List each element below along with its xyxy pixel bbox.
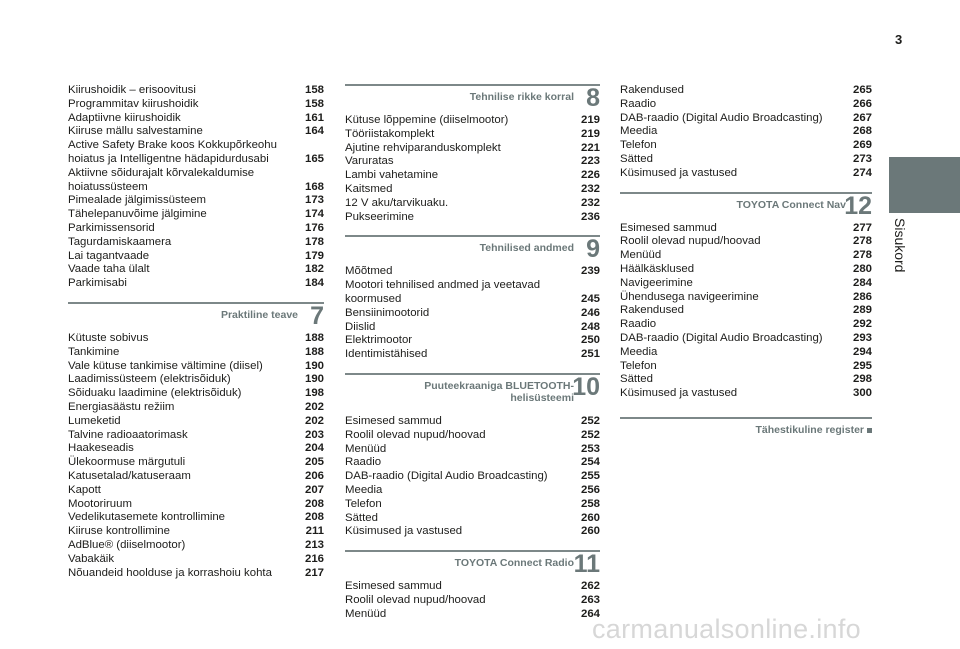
toc-entry[interactable] [345, 525, 600, 539]
toc-entry-page: 190 [304, 373, 324, 386]
section-title: Tehnilise rikke korral [469, 91, 574, 103]
watermark: carmanualsonline.info [592, 614, 861, 644]
toc-entry-page: 216 [304, 552, 324, 565]
toc-entry[interactable] [620, 84, 872, 98]
toc-entry-page: 248 [580, 320, 600, 333]
toc-entry-page: 284 [852, 276, 872, 289]
toc-entry-page: 298 [852, 373, 872, 386]
toc-entry-title: Kaitsmed [345, 182, 393, 195]
toc-entry-title: Elektrimootor [345, 334, 413, 347]
toc-entry-title: Lai tagantvaade [68, 249, 150, 262]
toc-entry-title: Esimesed sammud [620, 221, 717, 234]
side-label [878, 218, 932, 288]
toc-entry-page: 226 [580, 169, 600, 182]
toc-entry-page: 265 [852, 84, 872, 96]
toc-entry-title: Küsimused ja vastused [345, 525, 463, 538]
toc-entry-page: 269 [852, 139, 872, 152]
toc-entry-page: 190 [304, 359, 324, 372]
toc-entry-page: 251 [580, 348, 600, 361]
section-number: 12 [844, 191, 872, 220]
toc-entry-title: Haakeseadis [68, 442, 134, 455]
toc-entry-page: 173 [304, 194, 324, 207]
toc-entry[interactable] [68, 194, 324, 208]
toc-entry[interactable] [68, 332, 324, 346]
toc-entry[interactable] [620, 332, 872, 346]
toc-entry-page: 206 [304, 469, 324, 482]
toc-entry[interactable] [345, 211, 600, 225]
toc-entry-page: 232 [580, 182, 600, 195]
toc-entry-page: 219 [580, 127, 600, 140]
toc-entry[interactable] [345, 498, 600, 512]
toc-entry-title: Kiiruse kontrollimine [68, 525, 170, 538]
toc-entry-page: 293 [852, 331, 872, 344]
section-number: 11 [573, 550, 600, 579]
toc-entry-page: 250 [580, 334, 600, 347]
toc-entry-title: Sätted [345, 511, 378, 524]
section-header [345, 373, 600, 413]
toc-entry-page: 246 [580, 306, 600, 319]
toc-entry[interactable] [620, 277, 872, 291]
toc-entry[interactable] [620, 291, 872, 305]
toc-entry[interactable] [68, 456, 324, 470]
toc-entry-title: Lambi vahetamine [345, 169, 439, 182]
toc-entry-title: Vale kütuse tankimise vältimine (diisel) [68, 359, 263, 372]
toc-entry[interactable] [68, 373, 324, 387]
toc-entry[interactable] [620, 235, 872, 249]
toc-entry-title: Rakendused [620, 84, 684, 96]
toc-entry-title: Menüüd [345, 442, 387, 455]
toc-entry[interactable] [68, 525, 324, 539]
square-bullet-icon [867, 428, 872, 433]
toc-entry-title: Programmitav kiirushoidik [68, 97, 199, 110]
toc-entry-title: Ajutine rehviparanduskomplekt [345, 141, 501, 154]
section-title: TOYOTA Connect Nav [736, 198, 846, 211]
section-title: Praktiline teave [220, 308, 298, 321]
toc-entry[interactable] [620, 304, 872, 318]
toc-entry-page: 232 [580, 196, 600, 209]
toc-column-2 [345, 84, 600, 622]
toc-entry-page: 264 [580, 607, 600, 620]
toc-entry-page: 158 [304, 97, 324, 110]
toc-entry[interactable] [345, 415, 600, 429]
toc-entry-title: Vedelikutasemete kontrollimine [68, 511, 226, 524]
toc-entry[interactable] [345, 128, 600, 142]
toc-entry-title: Ülekoormuse märgutuli [68, 456, 186, 469]
toc-entry[interactable] [68, 539, 324, 553]
toc-entry-title: Mootori tehnilised andmed ja veetavad koormused [345, 279, 541, 305]
toc-entry-title: Pukseerimine [345, 210, 415, 223]
toc-entry[interactable] [620, 346, 872, 360]
toc-entry[interactable] [345, 594, 600, 608]
toc-entry-page: 274 [852, 166, 872, 179]
toc-entry-page: 164 [304, 125, 324, 138]
toc-entry-title: Ühendusega navigeerimine [620, 290, 759, 303]
toc-entry-title: Häälkäsklused [620, 262, 695, 275]
toc-entry[interactable] [345, 279, 600, 307]
toc-entry[interactable] [68, 167, 324, 195]
toc-entry[interactable] [68, 360, 324, 374]
toc-entry-page: 295 [852, 359, 872, 372]
toc-entry-page: 213 [304, 538, 324, 551]
toc-entry-title: DAB-raadio (Digital Audio Broadcasting) [345, 470, 548, 483]
toc-entry-page: 252 [580, 428, 600, 441]
toc-entry-title: Roolil olevad nupud/hoovad [345, 593, 486, 606]
toc-entry[interactable] [620, 360, 872, 374]
toc-entry-page: 174 [304, 208, 324, 221]
side-label-text: Sisukord [892, 218, 908, 273]
toc-entry[interactable] [68, 346, 324, 360]
toc-entry-title: DAB-raadio (Digital Audio Broadcasting) [620, 111, 823, 124]
toc-entry[interactable] [68, 567, 324, 581]
toc-entry-title: Parkimissensorid [68, 221, 155, 234]
toc-entry[interactable] [68, 98, 324, 112]
toc-entry-title: Tagurdamiskaamera [68, 235, 172, 248]
toc-entry-page: 202 [304, 400, 324, 413]
toc-entry-title: Active Safety Brake koos Kokkupõrkeohu hoiatus ja Intelligentne hädapidurdusabi [68, 139, 277, 165]
toc-entry-title: Diislid [345, 320, 376, 333]
toc-entry[interactable] [68, 498, 324, 512]
toc-entry[interactable] [68, 387, 324, 401]
toc-entry[interactable] [345, 512, 600, 526]
toc-entry[interactable] [68, 84, 324, 98]
toc-entry[interactable] [620, 373, 872, 387]
toc-entry-page: 198 [304, 387, 324, 400]
toc-entry[interactable] [68, 125, 324, 139]
toc-entry[interactable] [68, 484, 324, 498]
toc-entry[interactable] [345, 484, 600, 498]
toc-entry-page: 239 [580, 265, 600, 278]
toc-entry-page: 278 [852, 249, 872, 262]
toc-entry-title: Roolil olevad nupud/hoovad [620, 235, 761, 248]
toc-entry-page: 252 [580, 414, 600, 427]
toc-entry-title: Sätted [620, 373, 653, 386]
toc-entry-page: 219 [580, 114, 600, 126]
toc-entry-title: Meedia [620, 125, 658, 138]
toc-entry-title: Raadio [620, 318, 657, 331]
chapter-tab [889, 157, 960, 213]
toc-entry-title: Parkimisabi [68, 277, 127, 290]
toc-entry-title: Roolil olevad nupud/hoovad [345, 428, 486, 441]
toc-entry[interactable] [620, 112, 872, 126]
toc-entry-title: Vaade taha ülalt [68, 263, 150, 276]
toc-entry-page: 292 [852, 318, 872, 331]
toc-entry-title: Adaptiivne kiirushoidik [68, 111, 181, 124]
toc-entry[interactable] [345, 142, 600, 156]
section-title: TOYOTA Connect Radio [454, 557, 574, 570]
toc-entry-title: Tööriistakomplekt [345, 127, 435, 140]
toc-entry-title: Talvine radioaatorimask [68, 428, 188, 441]
toc-entry-title: Mõõtmed [345, 265, 393, 278]
toc-entry-title: Küsimused ja vastused [620, 387, 738, 400]
toc-entry-page: 255 [580, 470, 600, 483]
toc-entry-page: 176 [304, 221, 324, 234]
toc-entry-title: Telefon [345, 497, 382, 510]
toc-entry-title: Bensiinimootorid [345, 306, 430, 319]
toc-entry[interactable] [68, 470, 324, 484]
toc-entry-page: 236 [580, 210, 600, 223]
toc-entry-page: 258 [580, 497, 600, 510]
toc-entry-title: Laadimissüsteem (elektrisõiduk) [68, 373, 231, 386]
toc-entry-page: 207 [304, 483, 324, 496]
toc-entry-title: Kiiruse mällu salvestamine [68, 125, 203, 138]
toc-entry-page: 184 [304, 277, 324, 290]
toc-entry-page: 286 [852, 290, 872, 303]
toc-entry[interactable] [345, 307, 600, 321]
toc-entry[interactable] [620, 167, 872, 181]
toc-entry-page: 208 [304, 497, 324, 510]
toc-entry[interactable] [68, 263, 324, 277]
toc-column-1 [68, 84, 324, 580]
page-number: 3 [895, 32, 903, 47]
toc-entry-title: Meedia [620, 345, 658, 358]
toc-entry-title: Sõiduaku laadimine (elektrisõiduk) [68, 387, 242, 400]
toc-entry[interactable] [345, 429, 600, 443]
toc-entry-title: Esimesed sammud [345, 414, 442, 427]
toc-entry-page: 294 [852, 345, 872, 358]
toc-entry-title: Sätted [620, 152, 653, 165]
toc-entry[interactable] [345, 580, 600, 594]
toc-entry[interactable] [620, 318, 872, 332]
toc-entry-title: Rakendused [620, 304, 684, 317]
toc-entry-page: 168 [304, 180, 324, 193]
toc-entry-title: DAB-raadio (Digital Audio Broadcasting) [620, 331, 823, 344]
toc-entry[interactable] [68, 429, 324, 443]
toc-entry-title: Tähelepanuvõime jälgimine [68, 208, 207, 221]
toc-entry-title: Meedia [345, 483, 383, 496]
toc-entry[interactable] [68, 208, 324, 222]
toc-entry-page: 202 [304, 414, 324, 427]
section-number: 9 [586, 235, 600, 264]
toc-column-3 [620, 84, 872, 401]
toc-entry-page: 268 [852, 125, 872, 138]
toc-entry[interactable] [68, 511, 324, 525]
toc-entry[interactable] [68, 553, 324, 567]
toc-entry-page: 253 [580, 442, 600, 455]
toc-entry[interactable] [345, 456, 600, 470]
toc-entry-title: Lumeketid [68, 414, 121, 427]
toc-entry[interactable] [345, 470, 600, 484]
index-label: Tähestikuline register [755, 424, 864, 436]
toc-entry[interactable] [345, 169, 600, 183]
toc-entry-page: 223 [580, 155, 600, 168]
toc-entry-title: Raadio [345, 456, 382, 469]
toc-entry-title: Varuratas [345, 155, 394, 168]
toc-entry[interactable] [345, 155, 600, 169]
toc-entry-title: Telefon [620, 359, 657, 372]
section-header [68, 302, 324, 330]
toc-entry[interactable] [68, 222, 324, 236]
toc-entry-page: 211 [305, 525, 324, 538]
toc-entry-title: Nõuandeid hoolduse ja korrashoiu kohta [68, 566, 272, 579]
section-number: 10 [572, 372, 600, 401]
toc-entry-title: Raadio [620, 97, 657, 110]
index-link[interactable] [620, 417, 872, 436]
toc-entry-page: 260 [580, 511, 600, 524]
toc-entry[interactable] [68, 401, 324, 415]
toc-entry-title: Navigeerimine [620, 276, 693, 289]
toc-entry-page: 256 [580, 483, 600, 496]
section-title: Tehnilised andmed [479, 242, 574, 255]
toc-entry-page: 266 [852, 97, 872, 110]
toc-entry-title: Telefon [620, 139, 657, 152]
toc-entry[interactable] [68, 277, 324, 291]
toc-entry-page: 179 [304, 249, 324, 262]
toc-entry-page: 289 [852, 304, 872, 317]
toc-entry-title: Pimealade jälgimissüsteem [68, 194, 207, 207]
toc-entry[interactable] [68, 250, 324, 264]
toc-entry-page: 278 [852, 235, 872, 248]
toc-entry-page: 165 [304, 152, 324, 165]
toc-entry-title: Kiirushoidik – erisoovitusi [68, 84, 196, 96]
toc-entry-page: 267 [852, 111, 872, 124]
section-number: 8 [586, 84, 600, 112]
toc-entry-page: 208 [304, 511, 324, 524]
toc-entry-page: 262 [580, 580, 600, 593]
toc-entry-page: 245 [580, 292, 600, 305]
toc-entry-page: 161 [304, 111, 324, 124]
toc-entry-title: Kapott [68, 483, 101, 496]
toc-entry-page: 221 [580, 141, 600, 154]
toc-entry-title: Identimistähised [345, 348, 428, 361]
toc-entry[interactable] [620, 263, 872, 277]
section-header [620, 192, 872, 220]
toc-entry-page: 263 [580, 593, 600, 606]
toc-entry[interactable] [620, 222, 872, 236]
section-number: 7 [310, 301, 324, 330]
toc-entry-title: AdBlue® (diiselmootor) [68, 538, 186, 551]
toc-entry[interactable] [68, 415, 324, 429]
toc-entry[interactable] [620, 125, 872, 139]
toc-entry-page: 182 [304, 263, 324, 276]
section-header [345, 84, 600, 112]
toc-entry-title: Kütuste sobivus [68, 331, 149, 344]
toc-entry-title: Aktiivne sõidurajalt kõrvalekaldumise hoiatussüsteem [68, 166, 255, 193]
toc-entry-page: 188 [304, 331, 324, 344]
toc-entry-title: Mootoriruum [68, 497, 132, 510]
toc-entry[interactable] [68, 236, 324, 250]
toc-entry[interactable] [620, 153, 872, 167]
toc-entry-page: 260 [580, 525, 600, 538]
toc-entry-page: 158 [304, 84, 324, 96]
toc-entry[interactable] [345, 265, 600, 279]
toc-entry[interactable] [620, 249, 872, 263]
toc-entry-page: 203 [304, 428, 324, 441]
toc-entry[interactable] [620, 387, 872, 401]
toc-entry[interactable] [345, 348, 600, 362]
toc-entry-page: 254 [580, 456, 600, 469]
toc-entry-title: Energiasäästu režiim [68, 400, 175, 413]
toc-entry[interactable] [620, 98, 872, 112]
toc-entry-title: Küsimused ja vastused [620, 166, 738, 179]
toc-entry[interactable] [345, 114, 600, 128]
toc-entry-title: Kütuse lõppemine (diiselmootor) [345, 114, 509, 126]
toc-entry[interactable] [345, 321, 600, 335]
toc-entry-title: Tankimine [68, 345, 120, 358]
toc-entry[interactable] [345, 608, 600, 622]
section-title: Puuteekraaniga BLUETOOTH-helisüsteemi [424, 379, 574, 404]
toc-entry[interactable] [68, 442, 324, 456]
toc-entry[interactable] [345, 183, 600, 197]
toc-entry-title: Vabakäik [68, 552, 115, 565]
toc-entry-title: Katusetalad/katuseraam [68, 469, 191, 482]
toc-entry-page: 178 [304, 235, 324, 248]
toc-entry-title: Menüüd [345, 607, 387, 620]
toc-entry-page: 273 [852, 152, 872, 165]
toc-entry[interactable] [345, 197, 600, 211]
toc-entry-page: 205 [304, 456, 324, 469]
toc-entry-title: Esimesed sammud [345, 580, 442, 593]
toc-entry[interactable] [68, 139, 324, 167]
toc-entry-page: 204 [304, 442, 324, 455]
toc-entry[interactable] [345, 443, 600, 457]
toc-entry-page: 277 [852, 221, 872, 234]
toc-entry-page: 280 [852, 262, 872, 275]
section-header [345, 550, 600, 578]
toc-entry[interactable] [620, 139, 872, 153]
toc-entry-page: 300 [852, 387, 872, 400]
toc-entry-page: 188 [304, 345, 324, 358]
toc-entry-title: 12 V aku/tarvikuaku. [345, 196, 449, 209]
section-header [345, 235, 600, 263]
toc-entry[interactable] [345, 334, 600, 348]
toc-entry-title: Menüüd [620, 249, 662, 262]
toc-entry[interactable] [68, 112, 324, 126]
toc-entry-page: 217 [304, 566, 324, 579]
